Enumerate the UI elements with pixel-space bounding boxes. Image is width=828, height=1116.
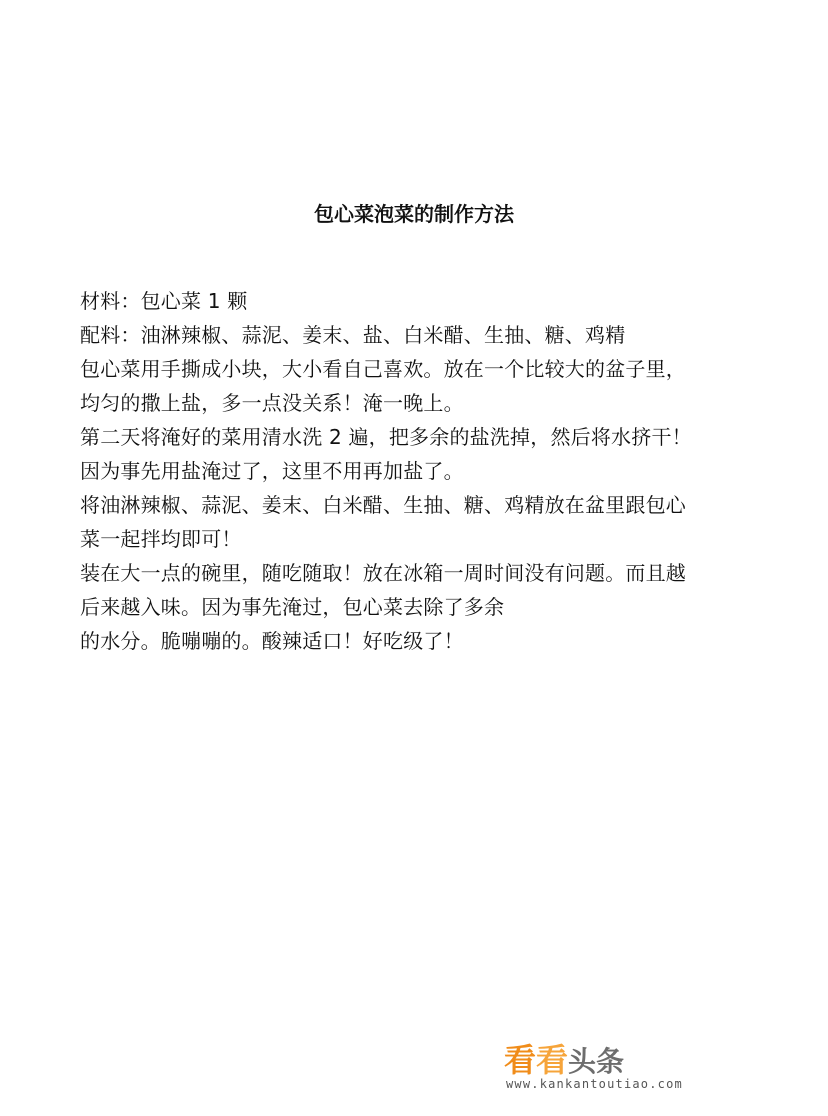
paragraph-line: 的水分。脆嘣嘣的。酸辣适口！好吃级了！ — [80, 629, 464, 653]
watermark-logo — [500, 1040, 710, 1096]
paragraph-line: 包心菜用手撕成小块，大小看自己喜欢。放在一个比较大的盆子里， — [80, 357, 686, 381]
watermark-brand-part: 看 — [504, 1041, 537, 1079]
watermark-brand-part: 头条 — [568, 1045, 625, 1078]
ingredients-line: 材料：包心菜 1 颗 — [80, 289, 248, 313]
watermark-url: www.kankantoutiao.com — [506, 1077, 683, 1091]
paragraph-line: 后来越入味。因为事先淹过，包心菜去除了多余 — [80, 595, 505, 619]
seasonings-line: 配料：油淋辣椒、蒜泥、姜末、盐、白米醋、生抽、糖、鸡精 — [80, 323, 626, 347]
paragraph-line: 第二天将淹好的菜用清水洗 2 遍，把多余的盐洗掉，然后将水挤干！ — [80, 425, 692, 449]
paragraph-line: 菜一起拌均即可！ — [80, 527, 242, 551]
paragraph-line: 均匀的撒上盐，多一点没关系！淹一晚上。 — [80, 391, 464, 415]
document-body — [80, 284, 760, 658]
paragraph-line: 装在大一点的碗里，随吃随取！放在冰箱一周时间没有问题。而且越 — [80, 561, 686, 585]
document-title: 包心菜泡菜的制作方法 — [314, 202, 514, 226]
watermark-brand-part: 看 — [536, 1041, 569, 1079]
paragraph-line: 因为事先用盐淹过了，这里不用再加盐了。 — [80, 459, 464, 483]
paragraph-line: 将油淋辣椒、蒜泥、姜末、白米醋、生抽、糖、鸡精放在盆里跟包心 — [80, 493, 686, 517]
